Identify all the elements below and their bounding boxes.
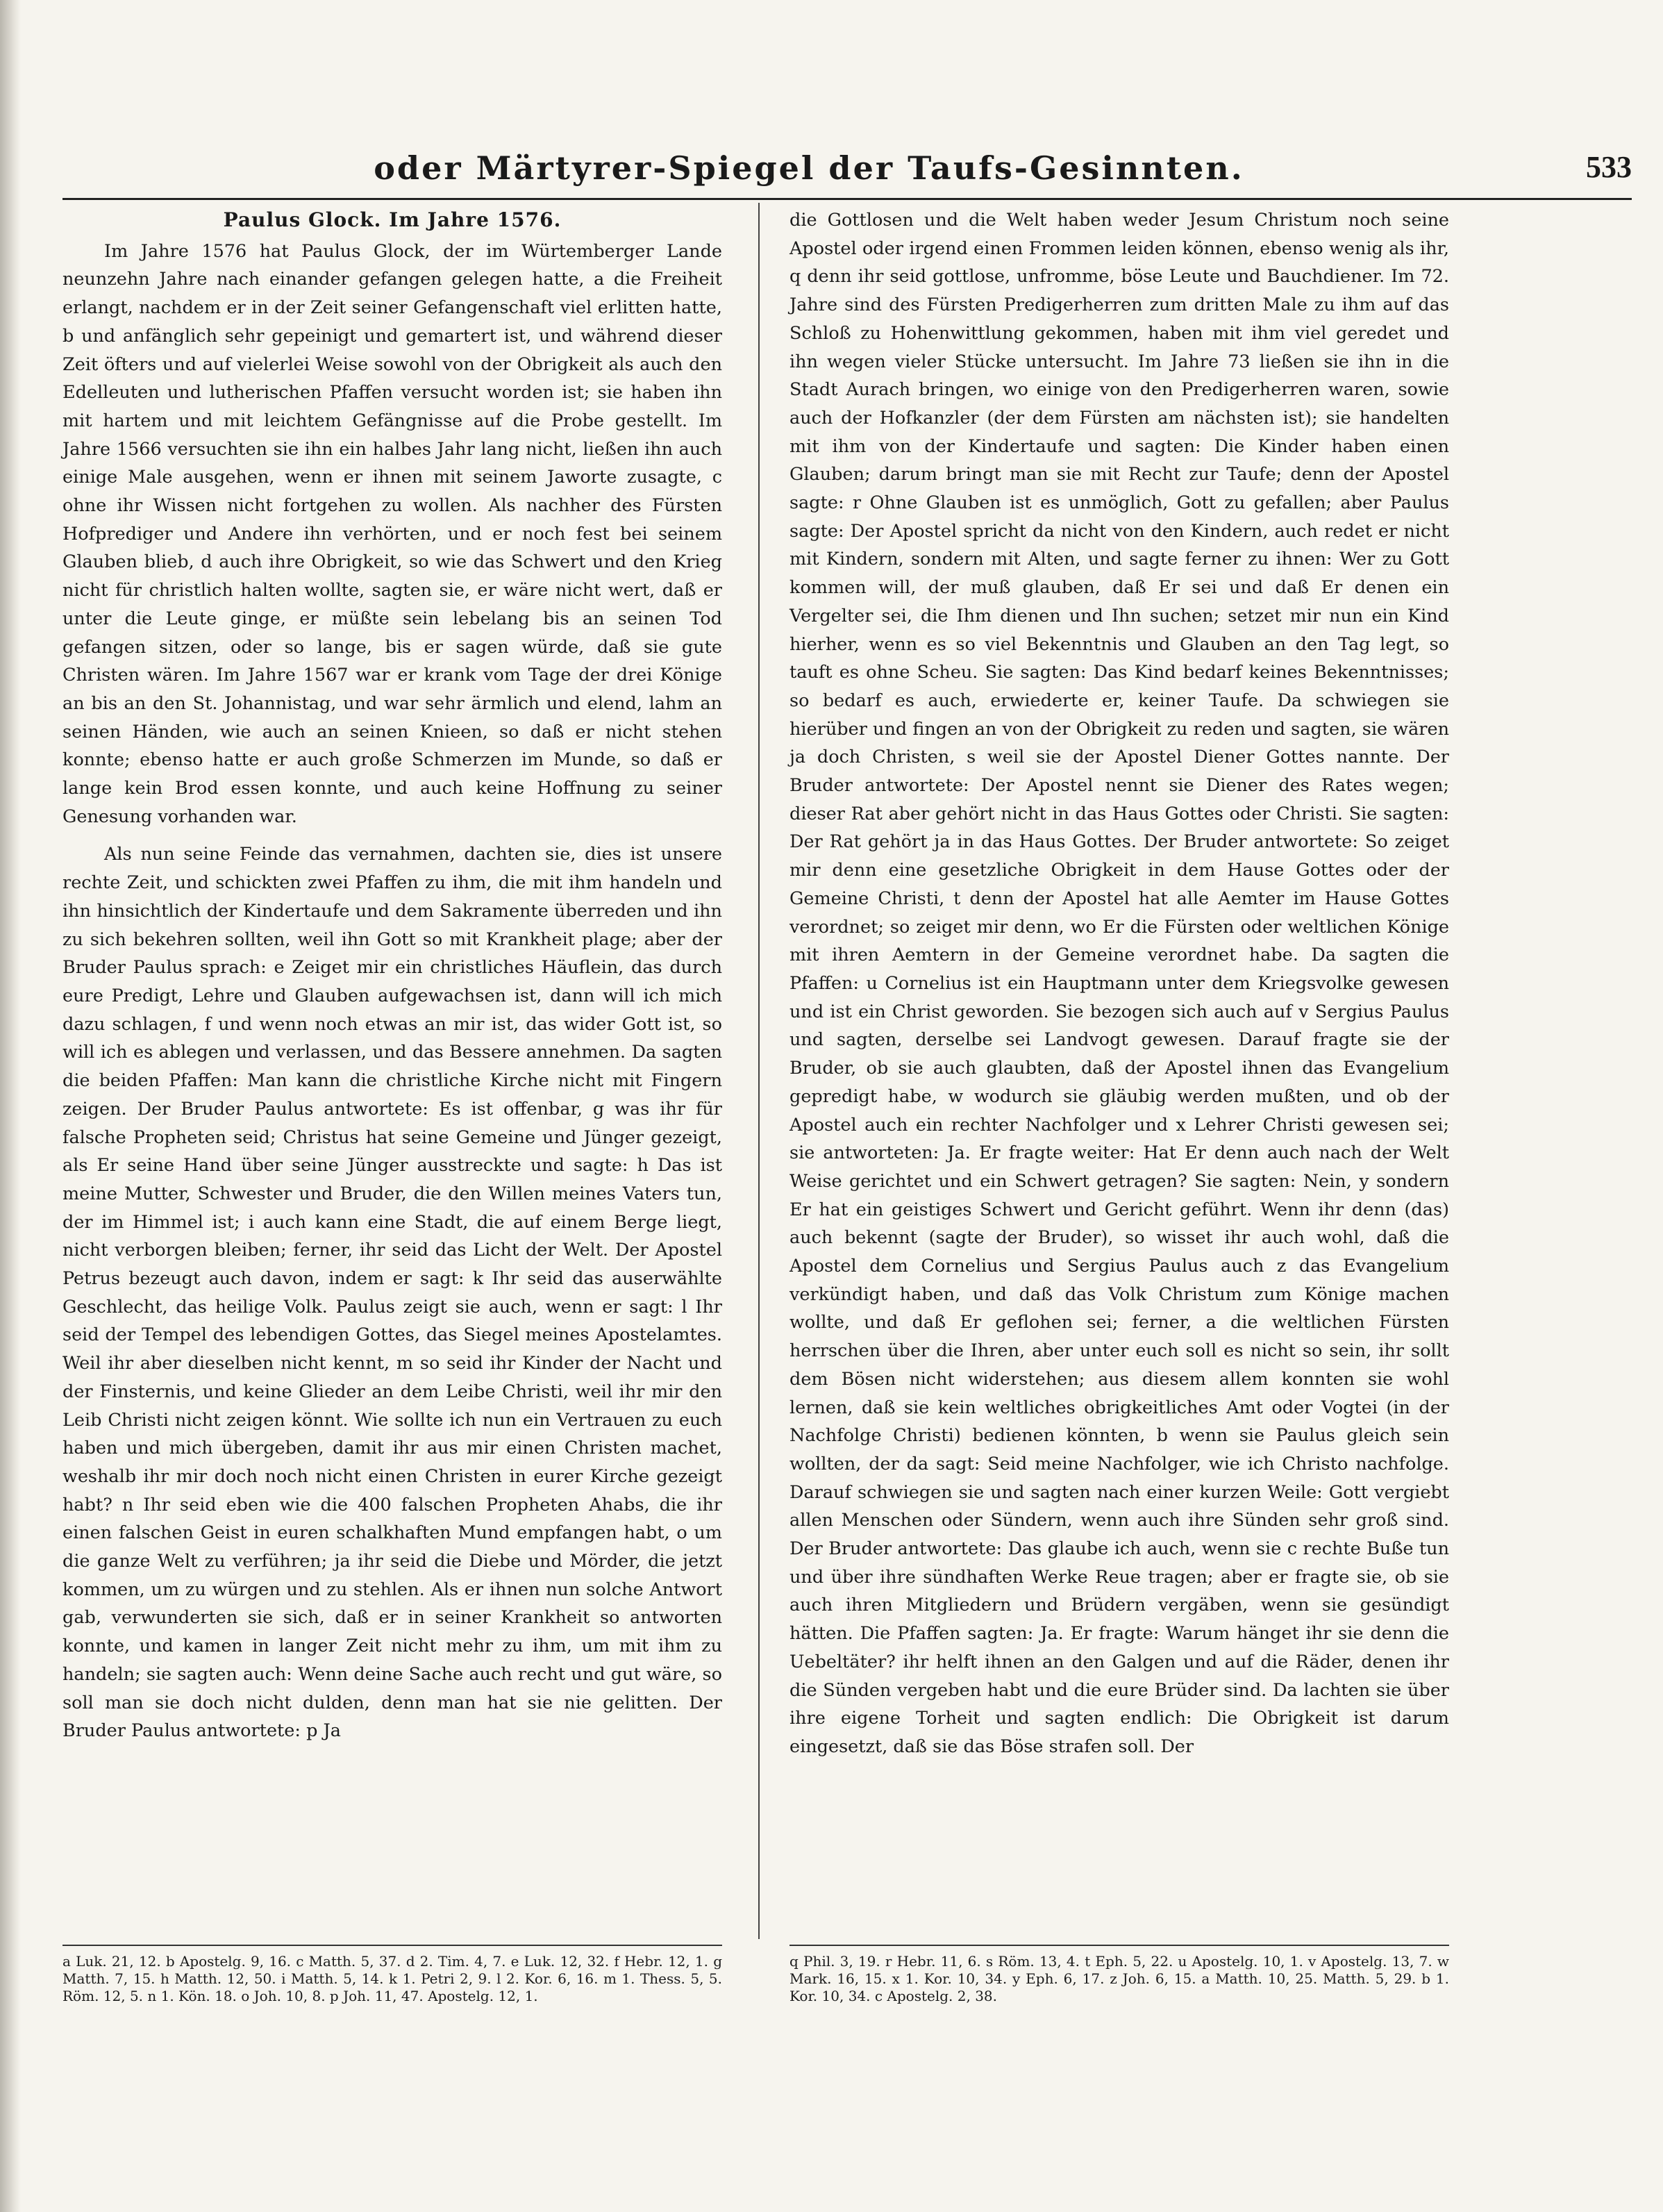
book-spine-shadow — [0, 0, 21, 2212]
paragraph: die Gottlosen und die Welt haben weder Jesum Christum noch seine Apostel oder irgend einen Frommen leiden können, ebenso wenig als ihr, q denn ihr seid gottlose, unfromme, böse Leute und Bauchdiener. Im 72. Jahre sind des Fürsten Predigerherren zum dritten Male zu ihm auf das Schloß zu Hohenwittlung gekommen, haben mit ihm viel geredet und ihn wegen vieler Stücke untersucht. Im Jahre 73 ließen sie ihn in die Stadt Aurach bringen, wo einige von den Predigerherren waren, sowie auch der Hofkanzler (der dem Fürsten am nächsten ist); sie handelten mit ihm von der Kindertaufe und sagten: Die Kinder haben einen Glauben; darum bringt man sie mit Recht zur Taufe; denn der Apostel sagte: r Ohne Glauben ist es unmöglich, Gott zu gefallen; aber Paulus sagte: Der Apostel spricht da nicht von den Kindern, auch redet er nicht mit Kindern, sondern mit Alten, und sagte ferner zu ihnen: Wer zu Gott kommen will, der muß glauben, daß Er sei und daß Er denen ein Vergelter sei, die Ihm dienen und Ihn suchen; setzet mir nun ein Kind hierher, wenn es so viel Bekenntnis und Glauben an den Tag legt, so tauft es ohne Scheu. Sie sagten: Das Kind bedarf keines Bekenntnisses; so bedarf es auch, erwiederte er, keiner Taufe. Da schwiegen sie hierüber und fingen an von der Obrigkeit zu reden und sagten, sie wären ja doch Christen, s weil sie der Apostel Diener Gottes nannte. Der Bruder antwortete: Der Apostel nennt sie Diener des Rates wegen; dieser Rat aber gehört nicht in das Haus Gottes oder Christi. Sie sagten: Der Rat gehört ja in das Haus Gottes. Der Bruder antwortete: So zeiget mir denn eine gesetzliche Obrigkeit in dem Hause Gottes oder der Gemeine Christi, t denn der Apostel hat alle Aemter im Hause Gottes verordnet; so zeiget mir denn, wo Er die Fürsten oder weltlichen Könige mit ihren Aemtern in der Gemeine verordnet habe. Da sagten die Pfaffen: u Cornelius ist ein Hauptmann unter dem Kriegsvolke gewesen und ist ein Christ geworden. Sie bezogen sich auch auf v Sergius Paulus und sagten, derselbe sei Landvogt gewesen. Darauf fragte sie der Bruder, ob sie auch glaubten, daß der Apostel ihnen das Evangelium gepredigt habe, w wodurch sie gläubig werden mußten, und ob der Apostel auch ein rechter Nachfolger und x Lehrer Christi gewesen sei; sie antworteten: Ja. Er fragte weiter: Hat Er denn auch nach der Welt Weise gerichtet und ein Schwert getragen? Sie sagten: Nein, y sondern Er hat ein geistiges Schwert und Gericht geführt. Wenn ihr denn (das) auch bekennt (sagte der Bruder), so wisset ihr auch wohl, daß die Apostel dem Cornelius und Sergius Paulus auch z das Evangelium verkündigt haben, und daß das Volk Christum zum Könige machen wollte, und daß Er geflohen sei; ferner, a die weltlichen Fürsten herrschen über die Ihren, aber unter euch soll es nicht so sein, ihr sollt dem Bösen nicht widerstehen; aus diesem allem konnten sie wohl lernen, daß sie kein weltliches obrigkeitliches Amt oder Vogtei (in der Nachfolge Christi) bedienen könnten, b wenn sie Paulus gleich sein wollten, der da sagt: Seid meine Nachfolger, wie ich Christo nachfolge. Darauf schwiegen sie und sagten nach einer kurzen Weile: Gott vergiebt allen Menschen oder Sündern, wenn auch ihre Sünden sehr groß sind. Der Bruder antwortete: Das glaube ich auch, wenn sie c rechte Buße tun und über ihre sündhaften Werke Reue tragen; aber er fragte sie, ob sie auch ihren Mitgliedern und Brüdern vergäben, wenn sie gesündigt hätten. Die Pfaffen sagten: Ja. Er fragte: Warum hänget ihr sie denn die Uebeltäter? ihr helft ihnen an den Galgen und auf die Räder, denen ihr die Sünden vergeben habt und die eure Brüder sind. Da lachten sie über ihre eigene Torheit und sagten endlich: Die Obrigkeit ist darum eingesetzt, daß sie das Böse strafen soll. Der — [789, 210, 1449, 1757]
header-rule — [62, 198, 1632, 200]
right-column — [789, 206, 1449, 1761]
book-page — [62, 0, 1632, 2212]
left-column — [62, 206, 722, 1745]
section-heading: Paulus Glock. Im Jahre 1576. — [223, 208, 562, 231]
column-divider — [758, 203, 760, 1939]
running-header — [62, 149, 1632, 198]
footnotes-left: a Luk. 21, 12. b Apostelg. 9, 16. c Matth. 5, 37. d 2. Tim. 4, 7. e Luk. 12, 32. f Hebr. 12, 1. g Matth. 7, 15. h Matth. 12, 50. i Matth. 5, 14. k 1. Petri 2, 9. l 2. Kor. 6, 16. m 1. Thess. 5, 5. Röm. 12, 5. n 1. Kön. 18. o Joh. 10, 8. p Joh. 11, 47. Apostelg. 12, 1. — [62, 1953, 722, 2004]
paragraph: Im Jahre 1576 hat Paulus Glock, der im Würtemberger Lande neunzehn Jahre nach einander gefangen gelegen hatte, a die Freiheit erlangt, nachdem er in der Zeit seiner Gefangenschaft viel erlitten hatte, b und anfänglich sehr gepeinigt und gemartert ist, und während dieser Zeit öfters und auf vielerlei Weise sowohl von der Obrigkeit als auch den Edelleuten und lutherischen Pfaffen versucht worden ist; sie haben ihn mit hartem und mit leichtem Gefängnisse auf die Probe gestellt. Im Jahre 1566 versuchten sie ihn ein halbes Jahr lang nicht, ließen ihn auch einige Male ausgehen, wenn er ihnen mit seinem Jaworte zusagte, c ohne ihr Wissen nicht fortgehen zu wollen. Als nachher des Fürsten Hofprediger und Andere ihn verhörten, und er noch fest bei seinem Glauben blieb, d auch ihre Obrigkeit, so wie das Schwert und den Krieg nicht für christlich halten wollte, sagten sie, er wäre nicht wert, daß er unter die Leute ginge, er müßte sein lebelang bis an seinen Tod gefangen sitzen, oder so lange, bis er sagen würde, daß sie gute Christen wären. Im Jahre 1567 war er krank vom Tage der drei Könige an bis an den St. Johannistag, und war sehr ärmlich und elend, lahm an seinen Händen, wie auch an seinen Knieen, so daß er nicht stehen konnte; ebenso hatte er auch große Schmerzen im Munde, so daß er lange kein Brod essen konnte, und auch keine Hoffnung zu seiner Genesung vorhanden war. — [62, 240, 722, 827]
paragraph: Als nun seine Feinde das vernahmen, dachten sie, dies ist unsere rechte Zeit, und schickten zwei Pfaffen zu ihm, die mit ihm handeln und ihn hinsichtlich der Kindertaufe und dem Sakramente überreden und ihn zu sich bekehren sollten, weil ihn Gott so mit Krankheit plage; aber der Bruder Paulus sprach: e Zeiget mir ein christliches Häuflein, das durch eure Predigt, Lehre und Glauben aufgewachsen ist, dann will ich mich dazu schlagen, f und wenn noch etwas an mir ist, das wider Gott ist, so will ich es ablegen und verlassen, und das Bessere annehmen. Da sagten die beiden Pfaffen: Man kann die christliche Kirche nicht mit Fingern zeigen. Der Bruder Paulus antwortete: Es ist offenbar, g was ihr für falsche Propheten seid; Christus hat seine Gemeine und Jünger gezeigt, als Er seine Hand über seine Jünger ausstreckte und sagte: h Das ist meine Mutter, Schwester und Bruder, die den Willen meines Vaters tun, der im Himmel ist; i auch kann eine Stadt, die auf einem Berge liegt, nicht verborgen bleiben; ferner, ihr seid das Licht der Welt. Der Apostel Petrus bezeugt auch davon, indem er sagt: k Ihr seid das auserwählte Geschlecht, das heilige Volk. Paulus zeigt sie auch, wenn er sagt: l Ihr seid der Tempel des lebendigen Gottes, das Siegel meines Apostelamtes. Weil ihr aber dieselben nicht kennt, m so seid ihr Kinder der Nacht und der Finsternis, und keine Glieder an dem Leibe Christi, weil ihr mir den Leib Christi nicht zeigen könnt. Wie sollte ich nun ein Vertrauen zu euch haben und mich übergeben, damit ihr aus mir einen Christen machet, weshalb ihr mir doch noch nicht einen Christen in eurer Kirche gezeigt habt? n Ihr seid eben wie die 400 falschen Propheten Ahabs, die ihr einen falschen Geist in euren schalkhaften Mund empfangen habt, o um die ganze Welt zu verführen; ja ihr seid die Diebe und Mörder, die jetzt kommen, um zu würgen und zu stehlen. Als er ihnen nun solche Antwort gab, verwunderten sie sich, daß er in seiner Krankheit so antworten konnte, und kamen in langer Zeit nicht mehr zu ihm, um mit ihm zu handeln; sie sagten auch: Wenn deine Sache auch recht und gut wäre, so soll man sie doch nicht dulden, denn man hat sie nie gelitten. Der Bruder Paulus antwortete: p Ja — [62, 844, 722, 1742]
footnote-rule-left — [62, 1945, 722, 1946]
running-title: oder Märtyrer-Spiegel der Taufs-Gesinnten. — [374, 149, 1244, 187]
page-number: 533 — [1586, 150, 1632, 184]
footnote-rule-right — [789, 1945, 1449, 1946]
footnotes-right: q Phil. 3, 19. r Hebr. 11, 6. s Röm. 13, 4. t Eph. 5, 22. u Apostelg. 10, 1. v Apostelg. 13, 7. w Mark. 16, 15. x 1. Kor. 10, 34. y Eph. 6, 17. z Joh. 6, 15. a Matth. 10, 25. Matth. 5, 29. b 1. Kor. 10, 34. c Apostelg. 2, 38. — [789, 1953, 1449, 2004]
